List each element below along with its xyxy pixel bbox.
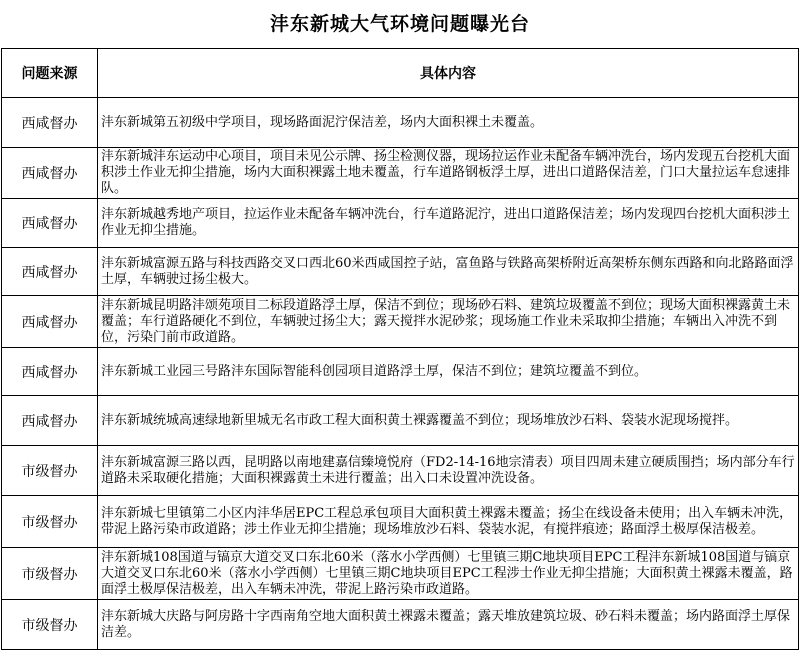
row-source: 市级督办 <box>2 496 98 548</box>
table-header-row <box>2 49 799 98</box>
row-content-text: 沣东新城富源三路以西，昆明路以南地建嘉信臻境悦府（FD2-14-16地宗清表）项目四周未建立硬质围挡；场内部分车行道路未采取硬化措施；大面积裸露黄土未进行覆盖；出入口未设置冲洗设备。 <box>101 454 795 486</box>
row-source: 西咸督办 <box>2 296 98 348</box>
row-content-text: 沣东新城108国道与镐京大道交叉口东北60米（落水小学西侧）七里镇三期C地块项目EPC工程沣东新城108国道与镐京大道交叉口东北60米（落水小学西侧）七里镇三期C地块项目EPC工程涉士作业无抑尘措施；大面积黄土裸露未覆盖，路面浮土极厚保洁极差，出入车辆未冲洗，带泥上路污染市政道路。 <box>101 549 793 597</box>
table-row <box>2 600 799 650</box>
row-source: 西咸督办 <box>2 98 98 148</box>
row-content-text: 沣东新城第五初级中学项目，现场路面泥泞保洁差，场内大面积裸土未覆盖。 <box>101 114 544 130</box>
row-content <box>98 396 799 446</box>
row-content-text: 沣东新城富源五路与科技西路交叉口西北60米西咸国控子站，富鱼路与铁路高架桥附近高架桥东侧东西路和向北路路面浮土厚，车辆驶过扬尘极大。 <box>101 255 794 287</box>
row-content <box>98 98 799 148</box>
table-row <box>2 248 799 296</box>
row-content-text: 沣东新城越秀地产项目，拉运作业未配备车辆冲洗台，行车道路泥泞，进出口道路保洁差；场内发现四台挖机大面积涉土作业无抑尘措施。 <box>101 207 791 238</box>
row-content <box>98 296 799 348</box>
table-row <box>2 548 799 600</box>
row-source: 西咸督办 <box>2 396 98 446</box>
row-source: 西咸督办 <box>2 199 98 248</box>
row-content-text: 沣东新城大庆路与阿房路十字西南角空地大面积黄土裸露未覆盖；露天堆放建筑垃圾、砂石料未覆盖；场内路面浮土厚保洁差。 <box>101 608 791 640</box>
row-content-text: 沣东新城工业园三号路沣东国际智能科创园项目道路浮土厚，保洁不到位；建筑垃覆盖不到位。 <box>101 363 648 379</box>
row-content-text: 沣东新城统城高速绿地新里城无名市政工程大面积黄土裸露覆盖不到位；现场堆放沙石料、袋装水泥现场搅拌。 <box>101 412 739 428</box>
header-content: 具体内容 <box>98 49 799 98</box>
header-source: 问题来源 <box>2 49 98 98</box>
row-content <box>98 496 799 548</box>
row-source: 西咸督办 <box>2 348 98 396</box>
row-content <box>98 148 799 199</box>
row-content <box>98 348 799 396</box>
table-row <box>2 148 799 199</box>
row-source: 西咸督办 <box>2 248 98 296</box>
table-row <box>2 396 799 446</box>
issue-table <box>1 48 799 650</box>
row-content <box>98 248 799 296</box>
table-row <box>2 296 799 348</box>
table-row <box>2 98 799 148</box>
row-content-text: 沣东新城七里镇第二小区内沣华居EPC工程总承包项目大面积黄土裸露未覆盖；扬尘在线设备未使用；出入车辆未冲洗，带泥上路污染市政道路；涉土作业无抑尘措施；现场堆放沙石料、袋装水泥，有搅拌痕迹；路面浮土极厚保洁极差。 <box>101 505 793 537</box>
row-content <box>98 600 799 650</box>
row-source: 市级督办 <box>2 446 98 496</box>
row-content-text: 沣东新城沣东运动中心项目，项目未见公示牌、扬尘检测仪器，现场拉运作业未配备车辆冲洗台，场内发现五台挖机大面积涉土作业无抑尘措施，场内大面积裸露土地未覆盖，行车道路钢板浮土厚，进出口道路保洁差，门口大量拉运车怠速排队。 <box>101 149 791 196</box>
table-row <box>2 199 799 248</box>
row-content <box>98 446 799 496</box>
row-content <box>98 199 799 248</box>
row-content-text: 沣东新城昆明路沣颂苑项目二标段道路浮土厚，保洁不到位；现场砂石料、建筑垃圾覆盖不到位；现场大面积裸露黄土未覆盖；车行道路硬化不到位，车辆驶过扬尘大；露天搅拌水泥砂浆；现场施工作业未采取抑尘措施；车辆出入冲洗不到位，污染门前市政道路。 <box>101 297 791 345</box>
row-source: 市级督办 <box>2 548 98 600</box>
row-source: 西咸督办 <box>2 148 98 199</box>
table-row <box>2 446 799 496</box>
table-row <box>2 496 799 548</box>
row-content <box>98 548 799 600</box>
page-title: 沣东新城大气环境问题曝光台 <box>269 13 530 35</box>
row-source: 市级督办 <box>2 600 98 650</box>
table-row <box>2 348 799 396</box>
